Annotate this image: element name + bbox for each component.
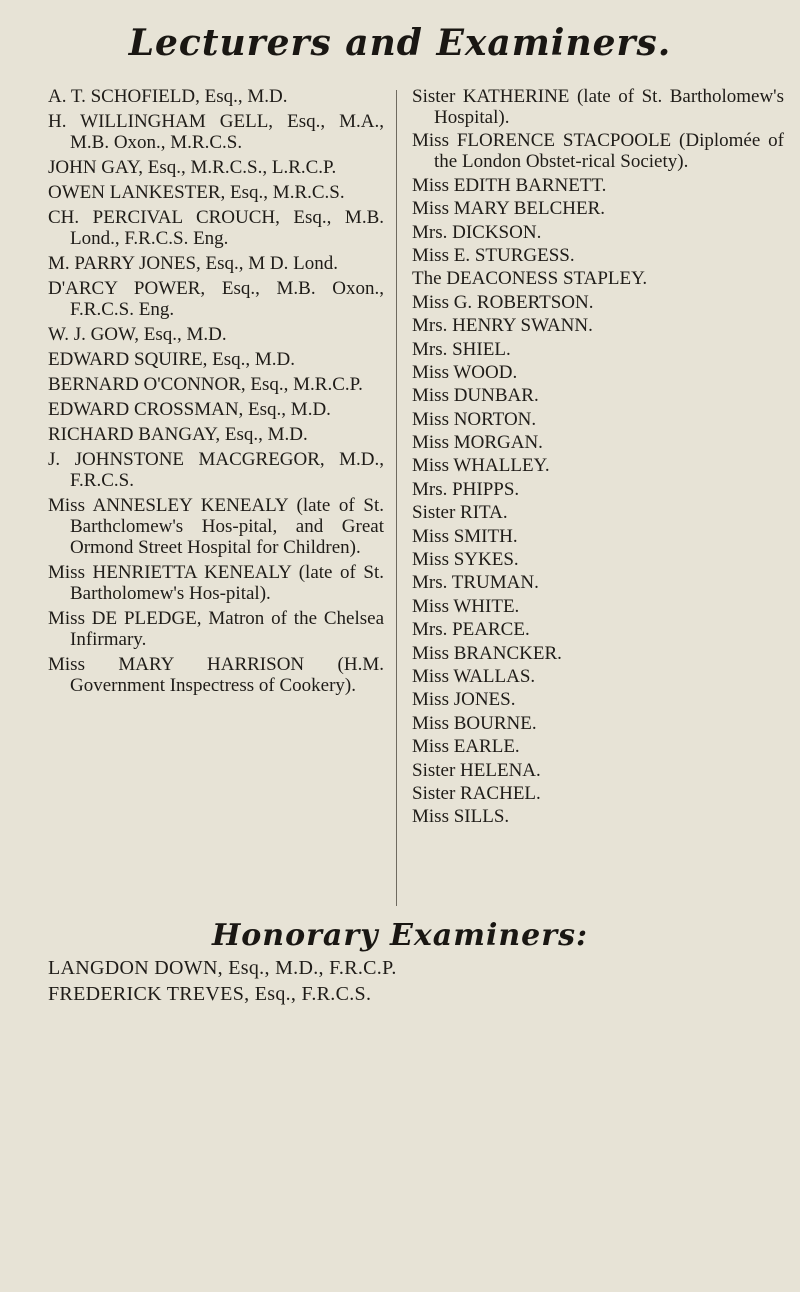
lecturer-entry: Sister KATHERINE (late of St. Bartholomew's Hospital). bbox=[412, 86, 784, 128]
lecturer-entry: JOHN GAY, Esq., M.R.C.S., L.R.C.P. bbox=[48, 157, 337, 178]
lecturer-entry: BERNARD O'CONNOR, Esq., M.R.C.P. bbox=[48, 374, 363, 395]
lecturer-entry: Miss WHITE. bbox=[412, 595, 520, 617]
lecturer-entry: OWEN LANKESTER, Esq., M.R.C.S. bbox=[48, 182, 345, 203]
lecturer-entry: Miss DUNBAR. bbox=[412, 385, 539, 407]
lecturer-entry: Miss ANNESLEY KENEALY (late of St. Barthclomew's Hos-pital, and Great Ormond Street Hospital for Children). bbox=[48, 495, 384, 558]
lecturers-right-column bbox=[412, 86, 784, 830]
lecturer-entry: H. WILLINGHAM GELL, Esq., M.A., M.B. Oxon., M.R.C.S. bbox=[48, 111, 384, 153]
lecturer-entry: Sister RACHEL. bbox=[412, 782, 541, 804]
lecturer-entry: A. T. SCHOFIELD, Esq., M.D. bbox=[48, 86, 288, 107]
lecturer-entry: Miss JONES. bbox=[412, 689, 516, 711]
lecturer-entry: Miss WHALLEY. bbox=[412, 455, 550, 477]
lecturer-entry: Miss FLORENCE STACPOOLE (Diplomée of the London Obstet-rical Society). bbox=[412, 130, 784, 173]
lecturer-entry: Miss DE PLEDGE, Matron of the Chelsea Infirmary. bbox=[48, 608, 384, 650]
lecturer-entry: M. PARRY JONES, Esq., M D. Lond. bbox=[48, 253, 338, 274]
lecturer-entry: Miss EDITH BARNETT. bbox=[412, 174, 607, 196]
lecturers-left-column bbox=[48, 86, 384, 700]
lecturer-entry: CH. PERCIVAL CROUCH, Esq., M.B. Lond., F.R.C.S. Eng. bbox=[48, 207, 384, 249]
lecturer-entry: Miss E. STURGESS. bbox=[412, 244, 575, 266]
lecturer-entry: Miss G. ROBERTSON. bbox=[412, 291, 594, 313]
lecturer-entry: Mrs. SHIEL. bbox=[412, 338, 511, 360]
lecturer-entry: Miss SILLS. bbox=[412, 806, 510, 828]
lecturer-entry: Miss WOOD. bbox=[412, 361, 518, 383]
lecturer-entry: Mrs. PHIPPS. bbox=[412, 478, 520, 500]
lecturer-entry: RICHARD BANGAY, Esq., M.D. bbox=[48, 424, 308, 445]
lecturer-entry: Mrs. TRUMAN. bbox=[412, 572, 539, 594]
lecturer-entry: The DEACONESS STAPLEY. bbox=[412, 268, 648, 290]
lecturer-entry: Miss MARY HARRISON (H.M. Government Inspectress of Cookery). bbox=[48, 654, 384, 696]
lecturer-entry: EDWARD SQUIRE, Esq., M.D. bbox=[48, 349, 295, 370]
page-title: Lecturers and Examiners. bbox=[128, 22, 672, 64]
lecturer-entry: Miss SYKES. bbox=[412, 549, 519, 571]
lecturer-entry: Mrs. DICKSON. bbox=[412, 221, 542, 243]
lecturer-entry: Sister RITA. bbox=[412, 502, 508, 524]
lecturer-entry: Miss NORTON. bbox=[412, 408, 537, 430]
honorary-examiner-line: FREDERICK TREVES, Esq., F.R.C.S. bbox=[48, 983, 372, 1005]
lecturer-entry: Mrs. HENRY SWANN. bbox=[412, 315, 593, 337]
lecturer-entry: Miss MORGAN. bbox=[412, 432, 543, 454]
honorary-examiner-line: LANGDON DOWN, Esq., M.D., F.R.C.P. bbox=[48, 957, 397, 979]
lecturer-entry: J. JOHNSTONE MACGREGOR, M.D., F.R.C.S. bbox=[48, 449, 384, 491]
column-divider bbox=[396, 90, 397, 906]
lecturer-entry: D'ARCY POWER, Esq., M.B. Oxon., F.R.C.S. Eng. bbox=[48, 278, 384, 320]
lecturer-entry: Sister HELENA. bbox=[412, 759, 541, 781]
lecturer-entry: Miss EARLE. bbox=[412, 736, 520, 758]
lecturer-entry: Miss HENRIETTA KENEALY (late of St. Bartholomew's Hos-pital). bbox=[48, 562, 384, 604]
honorary-examiners-heading: Honorary Examiners: bbox=[211, 918, 589, 953]
lecturer-entry: EDWARD CROSSMAN, Esq., M.D. bbox=[48, 399, 331, 420]
lecturer-entry: Miss BRANCKER. bbox=[412, 642, 562, 664]
lecturer-entry: Mrs. PEARCE. bbox=[412, 619, 530, 641]
lecturer-entry: Miss BOURNE. bbox=[412, 712, 537, 734]
lecturer-entry: W. J. GOW, Esq., M.D. bbox=[48, 324, 227, 345]
lecturer-entry: Miss MARY BELCHER. bbox=[412, 198, 606, 220]
lecturer-entry: Miss WALLAS. bbox=[412, 665, 536, 687]
lecturer-entry: Miss SMITH. bbox=[412, 525, 518, 547]
